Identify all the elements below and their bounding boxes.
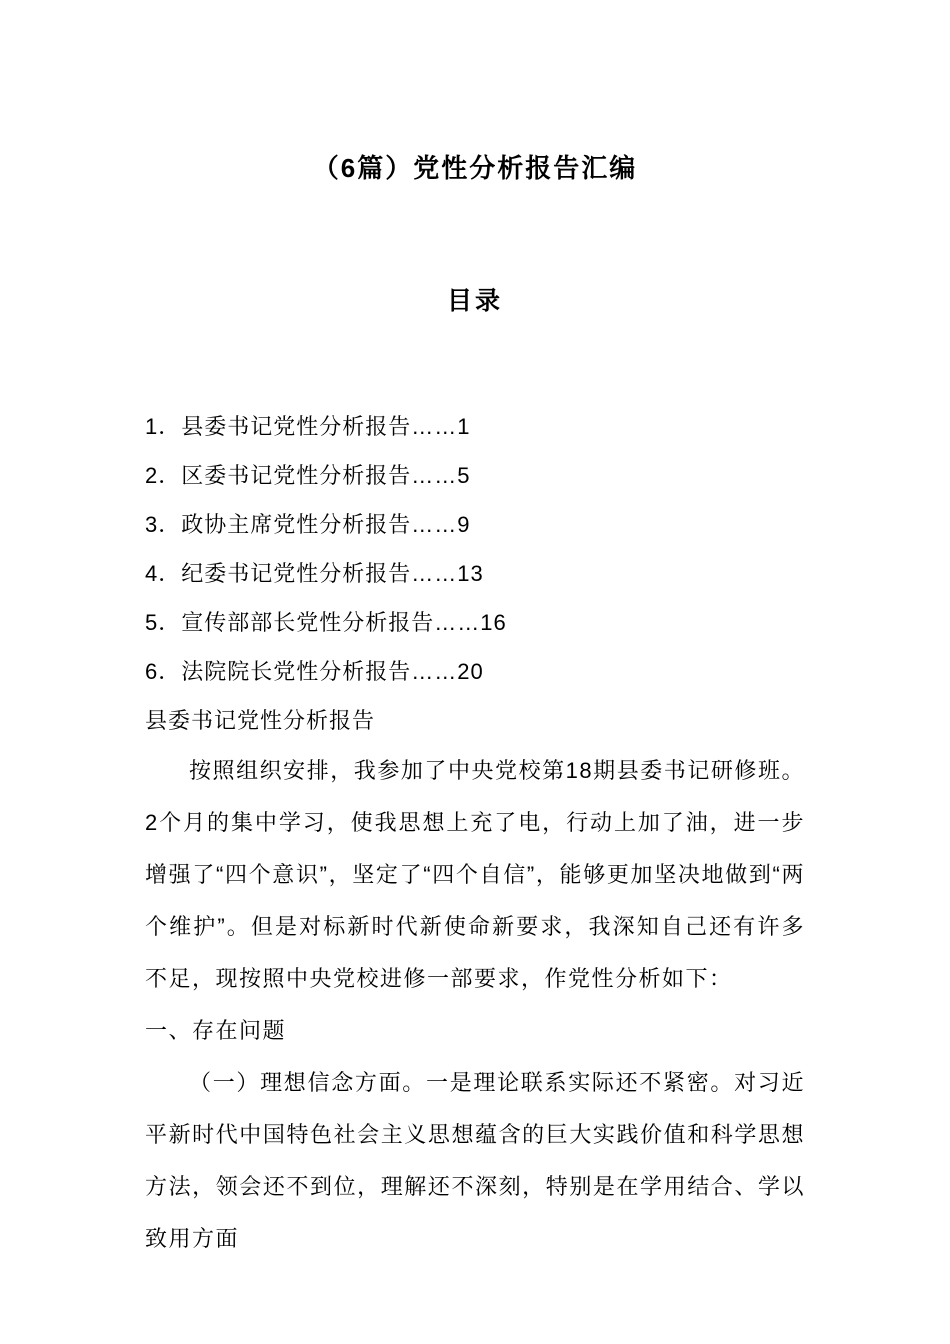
toc-item-5: 5．宣传部部长党性分析报告……16 [145,610,507,635]
toc-item-2: 2．区委书记党性分析报告……5 [145,463,471,488]
toc-title: 目录 [446,287,503,315]
toc-item-1: 1．县委书记党性分析报告……1 [145,414,471,439]
body-paragraph-3: （一）理想信念方面。一是理论联系实际还不紧密。对习近平新时代中国特色社会主义思想蕴含的巨大实践价值和科学思想方法，领会还不到位，理解还不深刻，特别是在学用结合、学以致用方面 [145,1070,805,1251]
document-title: （6篇）党性分析报告汇编 [312,153,638,183]
toc-item-4: 4．纪委书记党性分析报告……13 [145,561,484,586]
toc-item-6: 6．法院院长党性分析报告……20 [145,659,484,684]
body-paragraph-2: 一、存在问题 [145,1018,287,1043]
body-paragraph-1: 按照组织安排，我参加了中央党校第18期县委书记研修班。2个月的集中学习，使我思想上充了电，行动上加了油，进一步增强了“四个意识”，坚定了“四个自信”，能够更加坚决地做到“两个维护”。但是对标新时代新使命新要求，我深知自己还有许多不足，现按照中央党校进修一部要求，作党性分析如下： [145,758,805,991]
section-heading: 县委书记党性分析报告 [145,708,376,733]
toc-list [145,402,805,696]
toc-item-3: 3．政协主席党性分析报告……9 [145,512,471,537]
